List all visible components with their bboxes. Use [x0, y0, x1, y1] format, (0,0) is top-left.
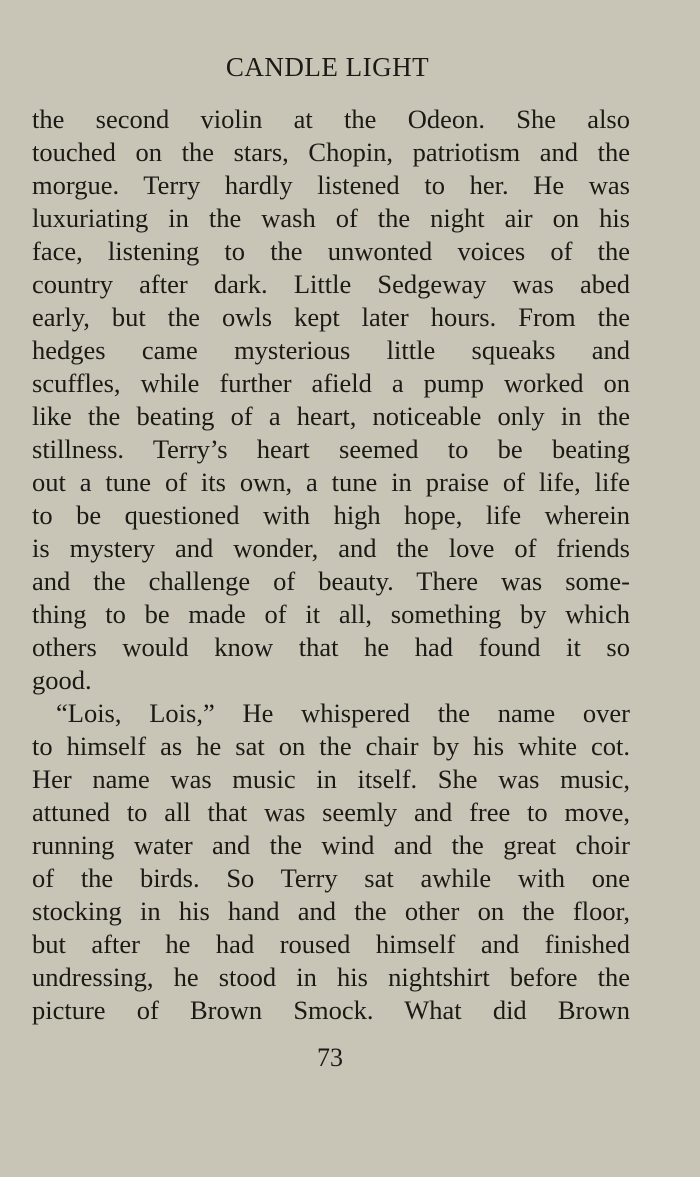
text-line: morgue. Terry hardly listened to her. He was: [32, 170, 630, 200]
text-line: is mystery and wonder, and the love of friends: [32, 533, 630, 563]
text-line: good.: [32, 665, 92, 695]
text-line: early, but the owls kept later hours. From the: [32, 302, 630, 332]
text-line: face, listening to the unwonted voices of the: [32, 236, 630, 266]
running-head: CANDLE LIGHT: [225, 52, 430, 82]
text-line: scuffles, while further afield a pump worked on: [32, 368, 630, 398]
text-line: touched on the stars, Chopin, patriotism and the: [32, 137, 630, 167]
text-line: country after dark. Little Sedgeway was abed: [32, 269, 630, 299]
text-line: the second violin at the Odeon. She also: [32, 104, 630, 134]
body-text: [32, 103, 630, 1027]
text-line: running water and the wind and the great choir: [32, 830, 630, 860]
page-number: 73: [317, 1043, 343, 1072]
text-line: like the beating of a heart, noticeable only in the: [32, 401, 630, 431]
text-line: undressing, he stood in his nightshirt before the: [32, 962, 630, 992]
text-line: luxuriating in the wash of the night air on his: [32, 203, 630, 233]
text-line: and the challenge of beauty. There was some-: [32, 566, 630, 596]
text-line: of the birds. So Terry sat awhile with one: [32, 863, 630, 893]
text-line: out a tune of its own, a tune in praise of life, life: [32, 467, 630, 497]
text-line: but after he had roused himself and finished: [32, 929, 630, 959]
text-line: thing to be made of it all, something by which: [32, 599, 630, 629]
text-line: Her name was music in itself. She was music,: [32, 764, 630, 794]
text-line: to himself as he sat on the chair by his white cot.: [32, 731, 630, 761]
text-line: “Lois, Lois,” He whispered the name over: [56, 698, 630, 728]
text-line: hedges came mysterious little squeaks and: [32, 335, 630, 365]
text-line: others would know that he had found it so: [32, 632, 630, 662]
text-line: stillness. Terry’s heart seemed to be beating: [32, 434, 630, 464]
text-line: attuned to all that was seemly and free to move,: [32, 797, 630, 827]
text-line: to be questioned with high hope, life wherein: [32, 500, 630, 530]
text-line: picture of Brown Smock. What did Brown: [32, 995, 630, 1025]
text-line: stocking in his hand and the other on the floor,: [32, 896, 630, 926]
